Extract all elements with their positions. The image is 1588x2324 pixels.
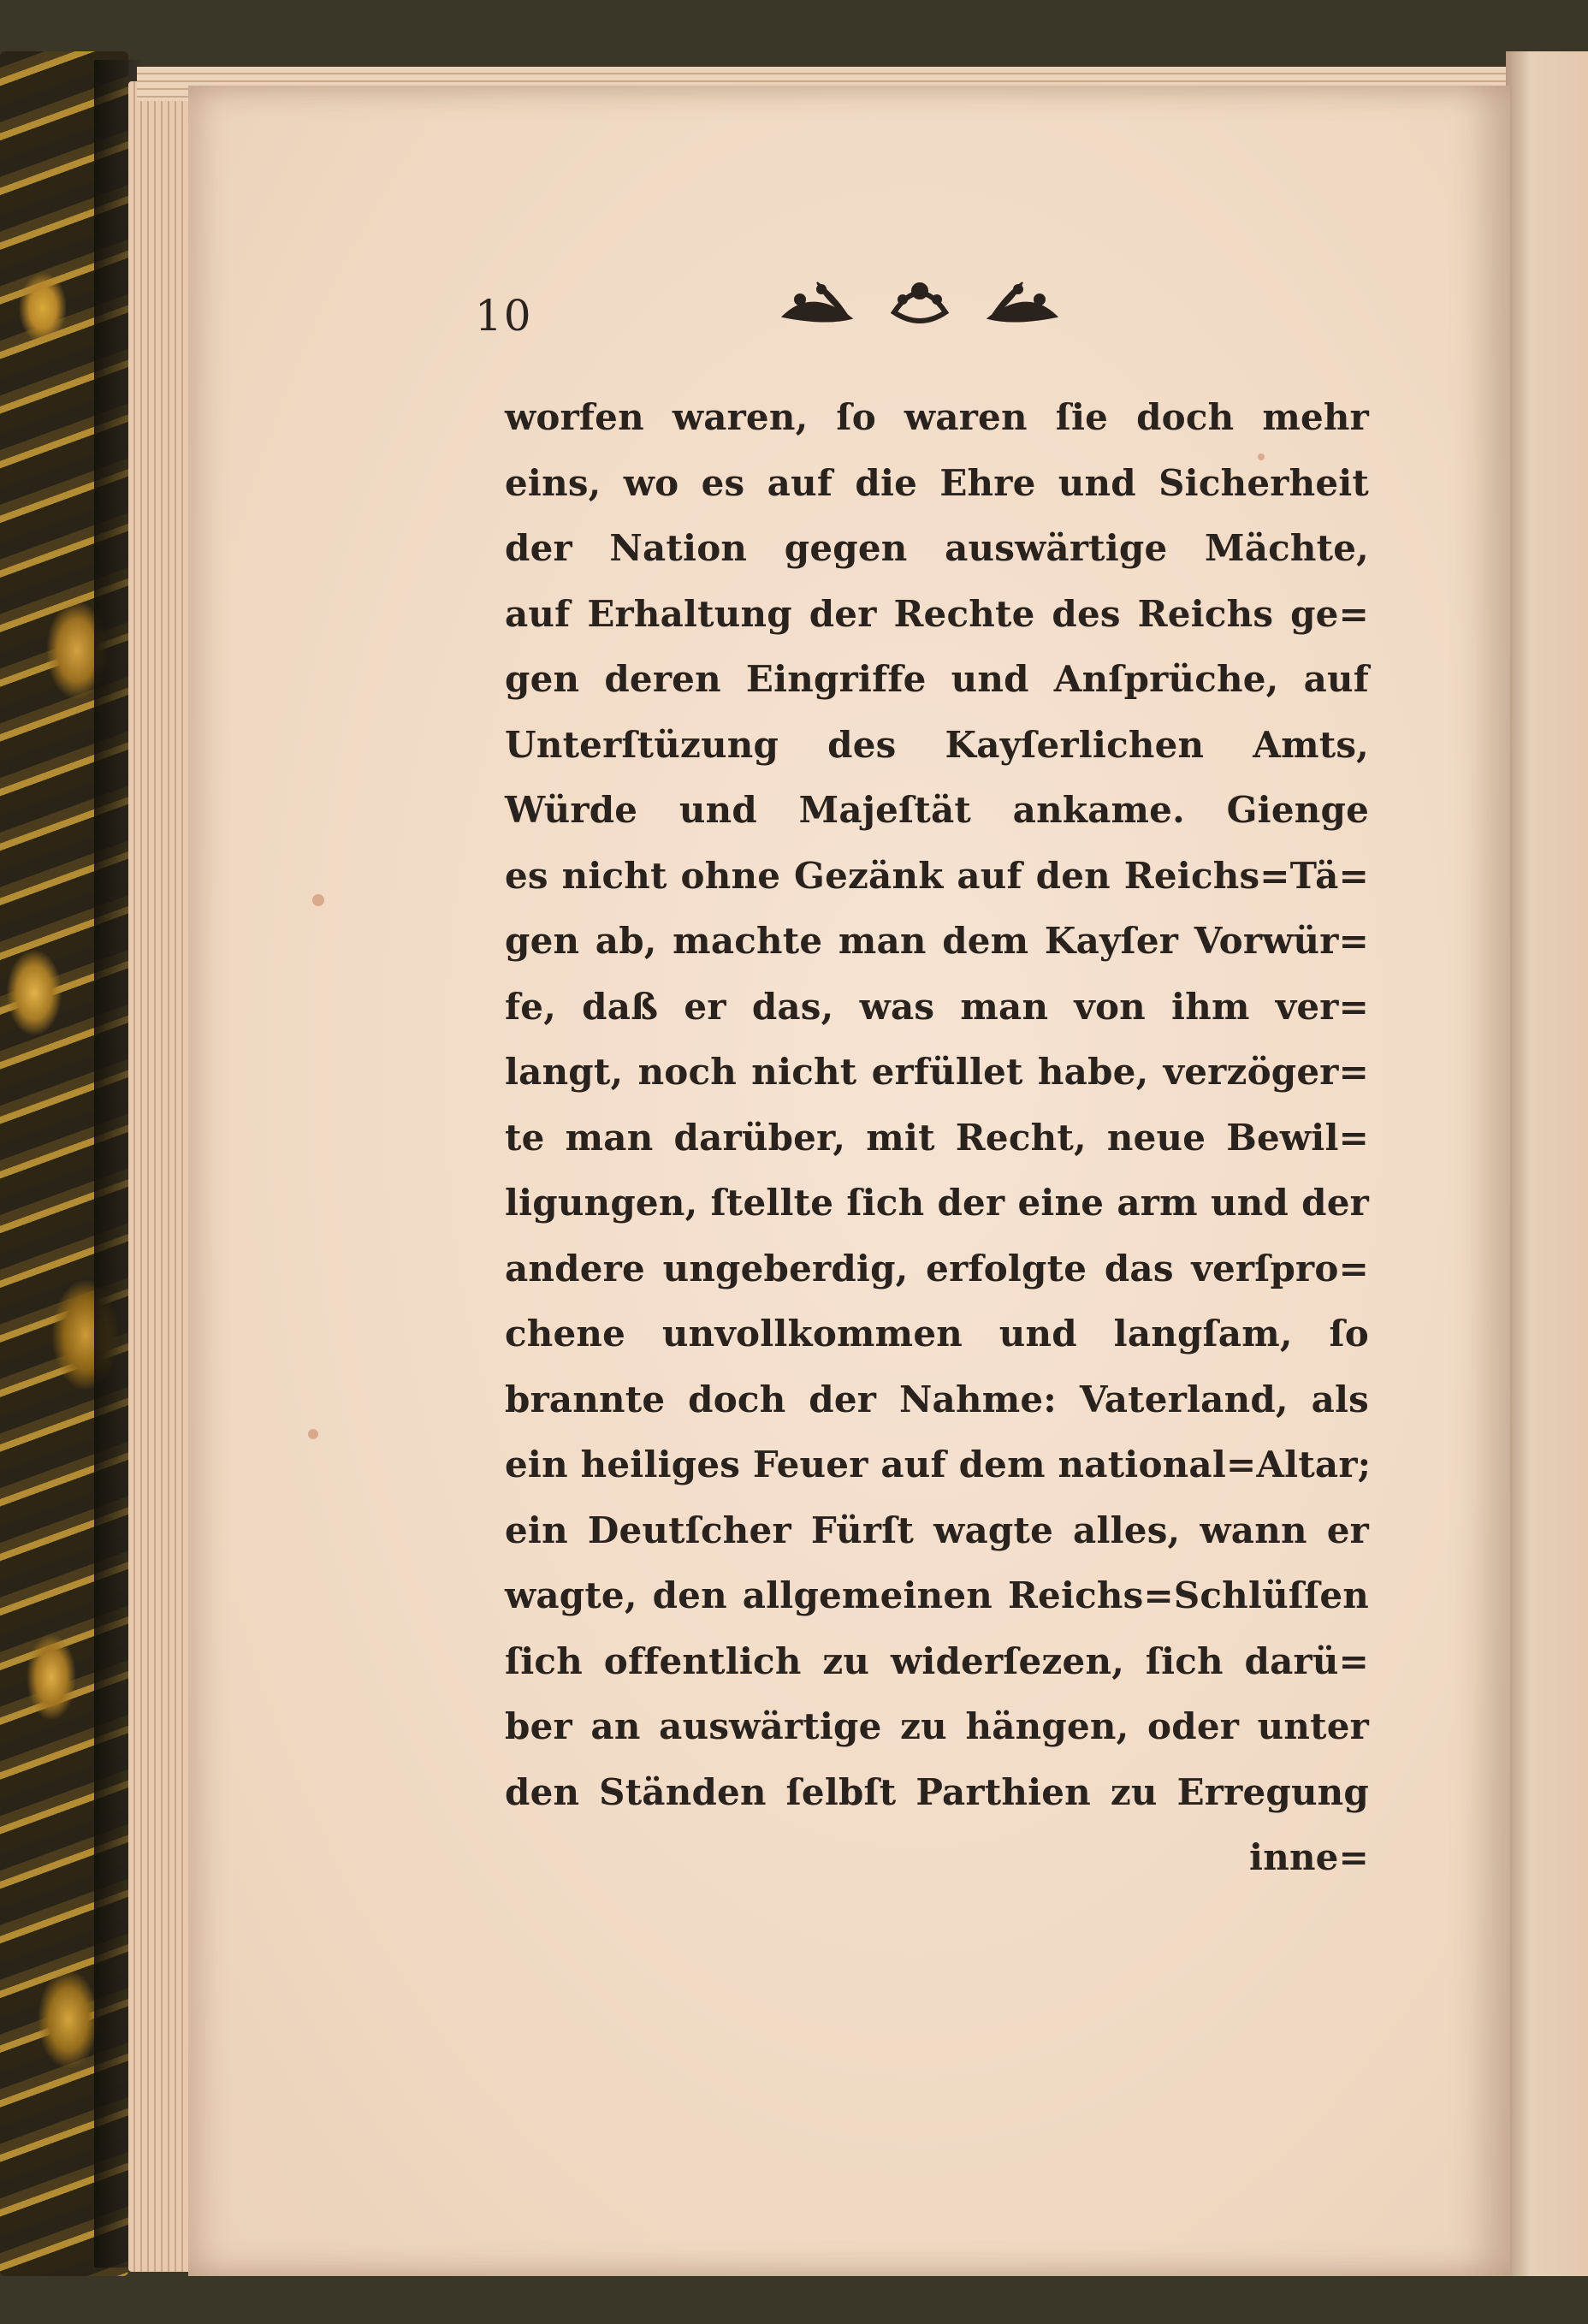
text-line: ein Deutſcher Fürſt wagte alles, wann er <box>505 1509 1369 1551</box>
text-line: gen ab, machte man dem Kayſer Vorwür= <box>505 920 1369 962</box>
text-line: eins, wo es auf die Ehre und Sicherheit <box>505 461 1369 504</box>
text-line: worfen waren, ſo waren ſie doch mehr <box>505 396 1369 438</box>
foxing-spot <box>312 894 324 906</box>
text-line: ſich offentlich zu widerſezen, ſich darü= <box>505 1639 1369 1682</box>
text-line: gen deren Eingriffe und Anſprüche, auf <box>505 658 1369 700</box>
text-line: Würde und Majeſtät ankame. Gienge <box>505 789 1369 831</box>
text-line: der Nation gegen auswärtige Mächte, <box>505 527 1369 569</box>
foxing-spot <box>308 1429 318 1439</box>
text-line: es nicht ohne Gezänk auf den Reichs=Tä= <box>505 854 1369 897</box>
text-line: auf Erhaltung der Rechte des Reichs ge= <box>505 592 1369 635</box>
page-number: 10 <box>475 291 533 341</box>
text-line: brannte doch der Nahme: Vaterland, als <box>505 1378 1369 1420</box>
text-line: wagte, den allgemeinen Reichs=Schlüſſen <box>505 1574 1369 1616</box>
text-line: te man darüber, mit Recht, neue Bewil= <box>505 1116 1369 1159</box>
text-line: langt, noch nicht erfüllet habe, verzöger= <box>505 1051 1369 1093</box>
text-line: Unterſtüzung des Kayſerlichen Amts, <box>505 723 1369 766</box>
text-line: ber an auswärtige zu hängen, oder unter <box>505 1705 1369 1747</box>
next-leaf <box>1506 51 1588 2276</box>
text-line: andere ungeberdig, erfolgte das verſpro= <box>505 1247 1369 1289</box>
text-line: fe, daß er das, was man von ihm ver= <box>505 985 1369 1028</box>
text-line: chene unvollkommen und langſam, ſo <box>505 1313 1369 1355</box>
text-line: ein heiliges Feuer auf dem national=Altar; <box>505 1444 1372 1485</box>
body-text <box>505 385 1372 1891</box>
catchword: inne= <box>1249 1836 1369 1878</box>
floral-fleuron-ornament-icon <box>774 265 1065 334</box>
text-line: den Ständen ſelbſt Parthien zu Erregung <box>505 1770 1369 1813</box>
text-line: ligungen, ſtellte ſich der eine arm und der <box>505 1182 1369 1224</box>
